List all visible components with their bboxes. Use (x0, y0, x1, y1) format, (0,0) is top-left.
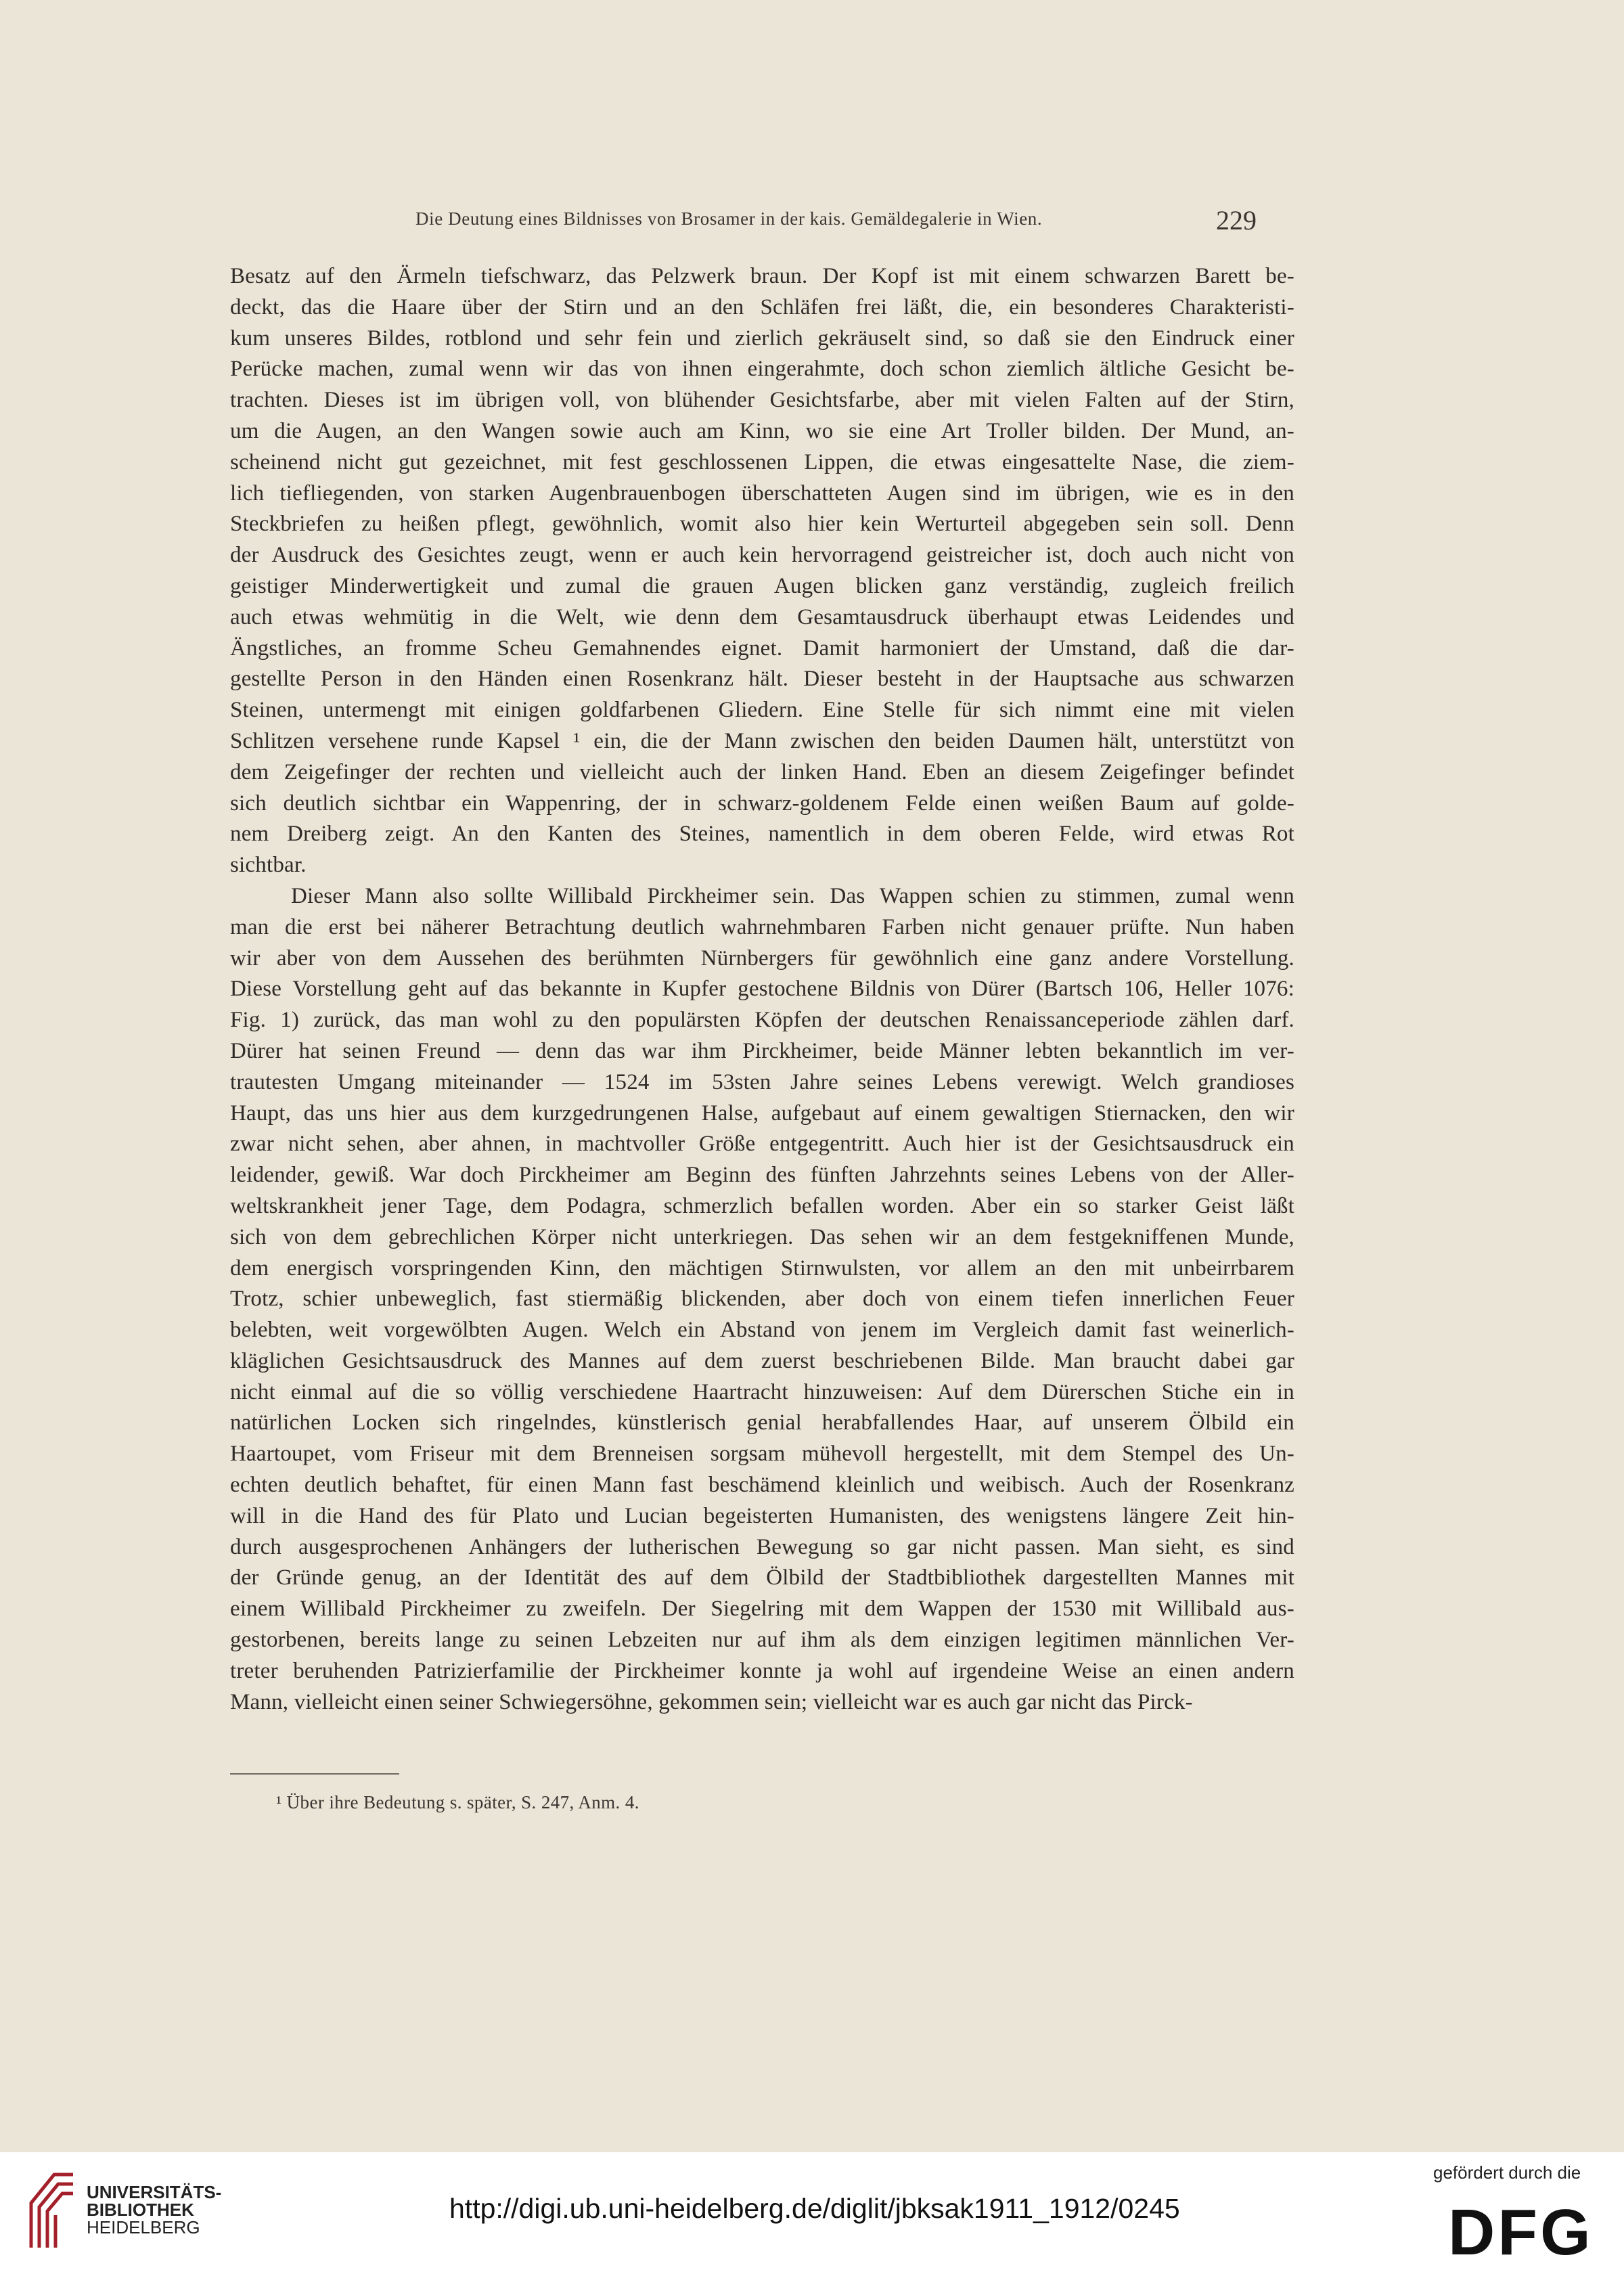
text-line: Dieser Mann also sollte Willibald Pirckheimer sein. Das Wappen schien zu stimmen, zumal wenn (291, 883, 1294, 908)
university-library-logo-icon (27, 2169, 77, 2252)
text-line: kläglichen Gesichtsausdruck des Mannes auf dem zuerst beschriebenen Bilde. Man braucht dabei gar (230, 1348, 1294, 1373)
text-line: wir aber von dem Aussehen des berühmten Nürnbergers für gewöhnlich eine ganz andere Vorstellung. (230, 945, 1294, 971)
text-line: trachten. Dieses ist im übrigen voll, von blühender Gesichtsfarbe, aber mit vielen Falten auf der Stirn, (230, 388, 1294, 413)
text-line: durch ausgesprochenen Anhängers der lutherischen Bewegung so gar nicht passen. Man sieht, es sind (230, 1534, 1294, 1559)
library-name-line2: BIBLIOTHEK (87, 2200, 194, 2220)
text-line: geistiger Minderwertigkeit und zumal die grauen Augen blicken ganz verständig, zugleich freilich (230, 573, 1294, 598)
text-line: Fig. 1) zurück, das man wohl zu den populärsten Köpfen der deutschen Renaissanceperiode zählen darf. (230, 1008, 1294, 1033)
text-line: man die erst bei näherer Betrachtung deutlich wahrnehmbaren Farben nicht genauer prüfte. Nun haben (230, 914, 1294, 939)
library-name (87, 2183, 221, 2236)
text-line: der Ausdruck des Gesichtes zeugt, wenn er auch kein hervorragend geistreicher ist, doch auch nicht von (230, 543, 1294, 568)
footnote-rule (230, 1773, 399, 1775)
library-name-line1: UNIVERSITÄTS- (87, 2182, 222, 2202)
text-line: Mann, vielleicht einen seiner Schwiegersöhne, gekommen sein; vielleicht war es auch gar nicht das Pirck- (230, 1689, 1193, 1714)
text-line: nicht einmal auf die so völlig verschiedene Haartracht hinzuweisen: Auf dem Dürerschen Stiche ein in (230, 1379, 1294, 1404)
text-line: Steinen, untermengt mit einigen goldfarbenen Gliedern. Eine Stelle für sich nimmt eine mit vielen (230, 698, 1294, 723)
text-line: treter beruhenden Patrizierfamilie der Pirckheimer konnte ja wohl auf irgendeine Weise an einen andern (230, 1658, 1294, 1683)
text-line: sich von dem gebrechlichen Körper nicht unterkriegen. Das sehen wir an dem festgekniffenen Munde, (230, 1224, 1294, 1249)
text-line: dem energisch vorspringenden Kinn, den mächtigen Stirnwulsten, vor allem an den mit unbeirrbarem (230, 1255, 1294, 1280)
text-line: deckt, das die Haare über der Stirn und an den Schläfen frei läßt, die, ein besonderes Charakteristi- (230, 294, 1294, 319)
text-line: Schlitzen versehene runde Kapsel ¹ ein, die der Mann zwischen den beiden Daumen hält, unterstützt von (230, 728, 1294, 753)
text-line: sich deutlich sichtbar ein Wappenring, der in schwarz-goldenem Felde einen weißen Baum auf golde- (230, 790, 1294, 816)
text-line: einem Willibald Pirckheimer zu zweifeln. Der Siegelring mit dem Wappen der 1530 mit Willibald aus- (230, 1597, 1294, 1622)
footnote: ¹ Über ihre Bedeutung s. später, S. 247, Anm. 4. (276, 1792, 639, 1812)
text-line: kum unseres Bildes, rotblond und sehr fein und zierlich gekräuselt sind, so daß sie den Eindruck einer (230, 326, 1294, 351)
text-line: Diese Vorstellung geht auf das bekannte in Kupfer gestochene Bildnis von Dürer (Bartsch 106, Heller 1076: (230, 977, 1294, 1002)
text-line: gestellte Person in den Händen einen Rosenkranz hält. Dieser besteht in der Hauptsache aus schwarzen (230, 667, 1294, 692)
text-line: natürlichen Locken sich ringelndes, künstlerisch genial herabfallendes Haar, auf unserem Ölbild ein (230, 1410, 1294, 1435)
dfg-logo-icon (1448, 2202, 1604, 2260)
text-line: Dürer hat seinen Freund — denn das war ihm Pirckheimer, beide Männer lebten bekanntlich im ver- (230, 1038, 1294, 1063)
text-line: auch etwas wehmütig in die Welt, wie denn dem Gesamtausdruck überhaupt etwas Leidendes und (230, 604, 1294, 629)
text-line: Haartoupet, vom Friseur mit dem Brenneisen sorgsam mühevoll hergestellt, mit dem Stempel des Un- (230, 1442, 1294, 1467)
text-line: trautesten Umgang miteinander — 1524 im 53sten Jahre seines Lebens verewigt. Welch grandioses (230, 1069, 1294, 1094)
text-line: gestorbenen, bereits lange zu seinen Lebzeiten nur auf ihm als dem einzigen legitimen männlichen Ver- (230, 1628, 1294, 1653)
text-line: Steckbriefen zu heißen pflegt, gewöhnlich, womit also hier kein Werturteil abgegeben sein soll. Denn (230, 512, 1294, 537)
text-line: weltskrankheit jener Tage, dem Podagra, schmerzlich befallen worden. Aber ein so starker Geist läßt (230, 1193, 1294, 1218)
text-line: der Gründe genug, an der Identität des auf dem Ölbild der Stadtbibliothek dargestellten Mannes mit (230, 1565, 1294, 1590)
text-line: leidender, gewiß. War doch Pirckheimer am Beginn des fünften Jahrzehnts seines Lebens von der Aller- (230, 1163, 1294, 1188)
text-line: echten deutlich behaftet, für einen Mann fast beschämend kleinlich und weibisch. Auch der Rosenkranz (230, 1473, 1294, 1498)
page-number: 229 (1216, 205, 1257, 236)
text-line: scheinend nicht gut gezeichnet, mit fest geschlossenen Lippen, die etwas eingesattelte Nase, die ziem- (230, 449, 1294, 474)
funding-caption: gefördert durch die (1433, 2162, 1581, 2183)
text-line: Besatz auf den Ärmeln tiefschwarz, das Pelzwerk braun. Der Kopf ist mit einem schwarzen Barett be- (230, 264, 1294, 288)
running-title: Die Deutung eines Bildnisses von Brosamer in der kais. Gemäldegalerie in Wien. (415, 208, 1043, 229)
body-text (230, 261, 1294, 1718)
text-line: Perücke machen, zumal wenn wir das von ihnen eingerahmte, doch schon ziemlich ältliche Gesicht be- (230, 357, 1294, 382)
running-header (0, 205, 1624, 242)
text-line: will in die Hand des für Plato und Lucian begeisterten Humanisten, des wenigstens längere Zeit hin- (230, 1503, 1294, 1528)
text-line: Ängstliches, an fromme Scheu Gemahnendes eignet. Damit harmoniert der Umstand, daß die dar- (230, 636, 1294, 661)
text-line: um die Augen, an den Wangen sowie auch am Kinn, wo sie eine Art Troller bilden. Der Mund, an- (230, 418, 1294, 443)
text-line: Trotz, schier unbeweglich, fast stiermäßig blickenden, aber doch von einem tiefen innerlichen Feuer (230, 1287, 1294, 1312)
source-url-link[interactable]: http://digi.ub.uni-heidelberg.de/diglit/jbksak1911_1912/0245 (449, 2193, 1180, 2224)
text-line: belebten, weit vorgewölbten Augen. Welch ein Abstand von jenem im Vergleich damit fast weinerlich- (230, 1318, 1294, 1343)
svg-text:DFG: DFG (1448, 2202, 1594, 2260)
text-line: lich tiefliegenden, von starken Augenbrauenbogen überschatteten Augen sind im übrigen, wie es in den (230, 481, 1294, 506)
text-line: nem Dreiberg zeigt. An den Kanten des Steines, namentlich in dem oberen Felde, wird etwas Rot (230, 822, 1294, 847)
library-name-line3: HEIDELBERG (87, 2217, 200, 2237)
text-line: dem Zeigefinger der rechten und vielleicht auch der linken Hand. Eben an diesem Zeigefinger befindet (230, 759, 1294, 784)
text-line: sichtbar. (230, 853, 307, 878)
text-line: zwar nicht sehen, aber ahnen, in machtvoller Größe entgegentritt. Auch hier ist der Gesichtsausdruck ein (230, 1132, 1294, 1157)
text-line: Haupt, das uns hier aus dem kurzgedrungenen Halse, aufgebaut auf einem gewaltigen Stiernacken, den wir (230, 1100, 1294, 1126)
